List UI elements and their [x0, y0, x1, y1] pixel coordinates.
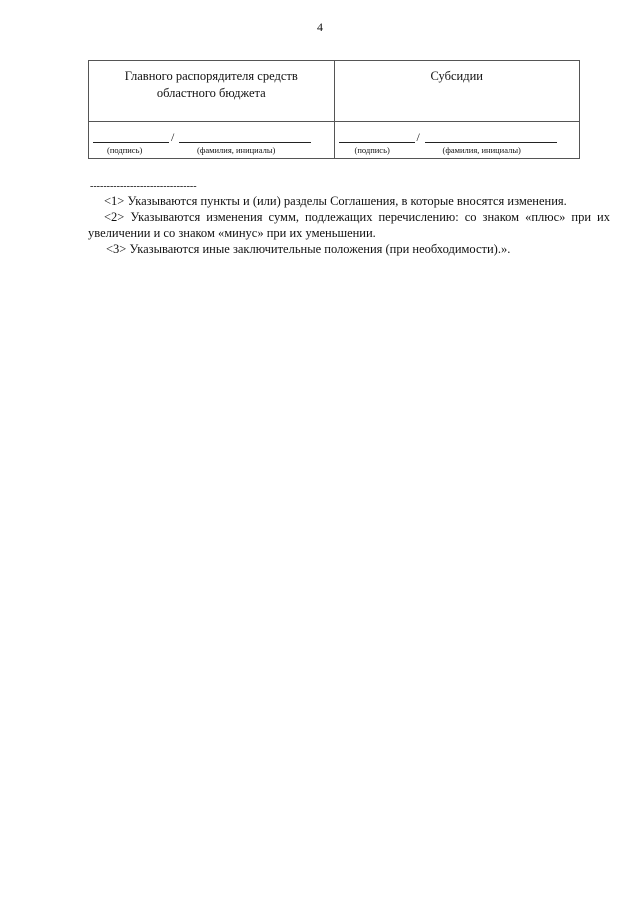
column-heading-line1: Главного распорядителя средств: [124, 69, 298, 83]
row-divider: [335, 121, 580, 122]
footnote-2: <2> Указываются изменения сумм, подлежащих перечислению: со знаком «плюс» при их увеличении и со знаком «минус» при их уменьшении.: [88, 210, 610, 240]
signature-column-grantor: [89, 61, 334, 158]
name-line: [179, 142, 311, 143]
column-heading-line1: Субсидии: [430, 69, 483, 83]
footnotes: [88, 193, 610, 257]
footnote-separator: --------------------------------: [90, 181, 197, 192]
slash-separator: /: [171, 130, 175, 144]
slash-separator: /: [416, 130, 420, 144]
footnote-3: <3> Указываются иные заключительные положения (при необходимости).».: [106, 242, 511, 256]
signature-line: [93, 142, 169, 143]
signature-table: [88, 60, 580, 159]
row-divider: [89, 121, 334, 122]
name-line: [425, 142, 557, 143]
column-heading: [89, 68, 334, 102]
signature-line: [339, 142, 415, 143]
footnote-1: <1> Указываются пункты и (или) разделы Соглашения, в которые вносятся изменения.: [104, 194, 567, 208]
caption-signature: (подпись): [107, 145, 143, 155]
caption-signature: (подпись): [354, 145, 390, 155]
caption-name: (фамилия, инициалы): [197, 145, 276, 155]
column-heading-line2: областного бюджета: [156, 86, 266, 100]
caption-name: (фамилия, инициалы): [442, 145, 521, 155]
signature-column-recipient: [334, 61, 580, 158]
signature-lines: [93, 129, 330, 143]
page-number: 4: [317, 20, 323, 34]
column-heading: [335, 68, 580, 85]
signature-lines: [339, 129, 576, 143]
